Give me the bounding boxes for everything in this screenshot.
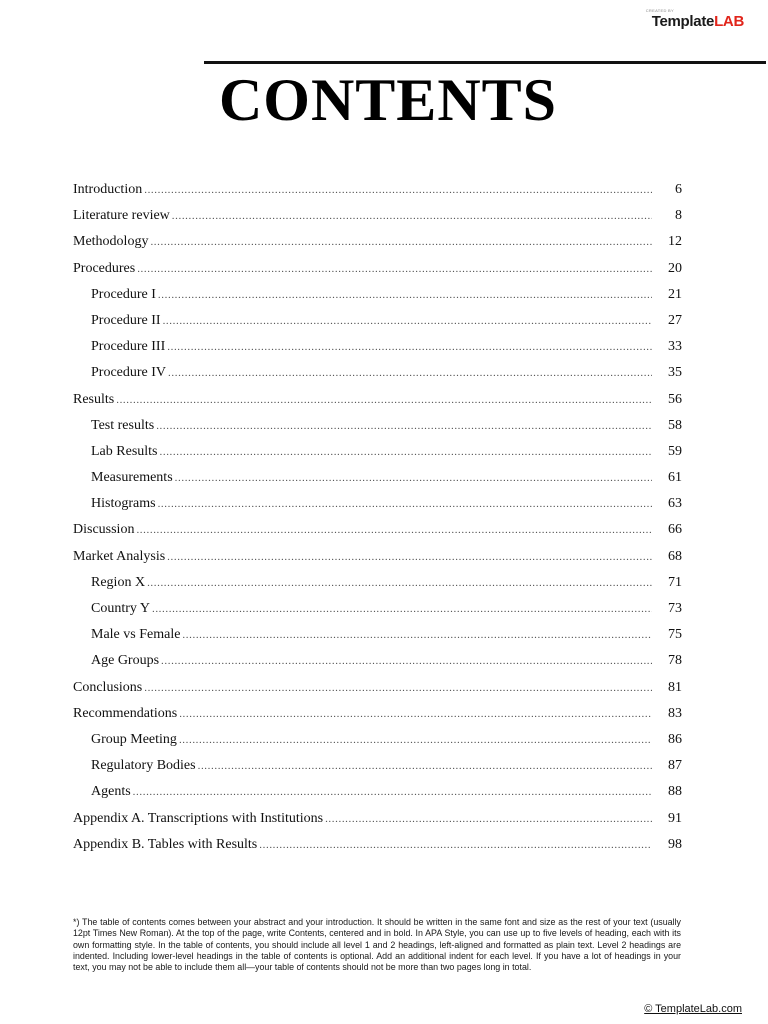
toc-entry-label: Market Analysis (73, 548, 166, 564)
toc-entry[interactable] (73, 549, 682, 575)
title-top-rule (204, 61, 766, 64)
toc-entry[interactable] (73, 287, 682, 313)
toc-dot-leader (116, 394, 652, 406)
toc-entry-label: Procedures (73, 260, 136, 276)
toc-entry-page-number: 59 (668, 443, 682, 459)
toc-entry-label: Appendix B. Tables with Results (73, 836, 258, 852)
toc-entry[interactable] (73, 470, 682, 496)
logo-wordmark (652, 13, 744, 30)
toc-entry[interactable] (73, 208, 682, 234)
toc-entry-page-number: 81 (668, 679, 682, 695)
toc-entry-page-number: 56 (668, 391, 682, 407)
toc-entry-label: Procedure III (91, 339, 166, 355)
toc-dot-leader (167, 341, 652, 353)
toc-entry-label: Agents (91, 784, 131, 800)
toc-entry[interactable] (73, 365, 682, 391)
toc-entry-page-number: 27 (668, 312, 682, 328)
toc-dot-leader (158, 498, 652, 510)
toc-entry-label: Regulatory Bodies (91, 758, 196, 774)
templatelab-logo (646, 9, 744, 30)
toc-entry-page-number: 75 (668, 627, 682, 643)
toc-entry-label: Country Y (91, 601, 150, 616)
toc-dot-leader (158, 289, 652, 301)
logo-name-part2: LAB (714, 13, 744, 30)
toc-entry[interactable] (73, 234, 682, 260)
toc-dot-leader (175, 472, 652, 484)
toc-entry-page-number: 12 (668, 234, 682, 250)
logo-tagline: CREATED BY (645, 8, 674, 13)
footnote: *) The table of contents comes between your abstract and your introduction. It should be written in the same font and size as the rest of your text (usually 12pt Times New Roman). At the top of the page, write Contents, centered and in bold. In APA Style, you can use up to five levels of heading, each with its own formatting style. In the table of contents, you should include all level 1 and 2 headings, left-aligned and formatted as plain text. Level 2 headings are indented. Including lower-level headings in the table of contents is optional. Add an additional indent for each level. If you have a lot of headings in your text, you may not be able to include them all—your table of contents should not be more than two pages long in total. (73, 917, 681, 973)
toc-entry-label: Conclusions (73, 679, 143, 695)
toc-entry-page-number: 98 (668, 836, 682, 852)
toc-entry[interactable] (73, 261, 682, 287)
toc-entry-label: Lab Results (91, 443, 158, 459)
toc-entry-label: Methodology (73, 234, 149, 250)
toc-entry-page-number: 63 (668, 496, 682, 512)
toc-entry[interactable] (73, 392, 682, 418)
toc-entry-label: Discussion (73, 522, 135, 538)
toc-entry-page-number: 61 (668, 470, 682, 486)
copyright-link[interactable]: © TemplateLab.com (644, 1003, 742, 1015)
toc-dot-leader (259, 839, 652, 851)
toc-entry-label: Procedure IV (91, 365, 167, 381)
toc-entry-page-number: 78 (668, 653, 682, 669)
toc-entry-label: Appendix A. Transcriptions with Institutions (73, 810, 324, 826)
toc-entry[interactable] (73, 444, 682, 470)
toc-entry[interactable] (73, 339, 682, 365)
toc-entry-page-number: 66 (668, 522, 682, 538)
toc-entry[interactable] (73, 653, 682, 679)
toc-entry[interactable] (73, 418, 682, 444)
toc-entry-page-number: 83 (668, 705, 682, 721)
toc-dot-leader (179, 708, 652, 720)
table-of-contents (73, 182, 682, 863)
toc-entry-page-number: 68 (668, 548, 682, 564)
toc-entry-page-number: 73 (668, 601, 682, 616)
toc-entry-label: Results (73, 391, 115, 407)
toc-dot-leader (150, 236, 652, 248)
page-title: CONTENTS (218, 67, 558, 133)
toc-dot-leader (325, 813, 652, 825)
toc-entry[interactable] (73, 732, 682, 758)
toc-dot-leader (167, 551, 652, 563)
toc-dot-leader (152, 603, 652, 615)
toc-entry-page-number: 8 (675, 208, 682, 224)
toc-entry[interactable] (73, 680, 682, 706)
toc-entry[interactable] (73, 706, 682, 732)
toc-entry-label: Male vs Female (91, 627, 181, 643)
toc-dot-leader (156, 420, 652, 432)
toc-dot-leader (161, 655, 652, 667)
toc-entry-label: Introduction (73, 182, 143, 197)
logo-name-part1: Template (651, 13, 715, 30)
toc-entry-page-number: 86 (668, 731, 682, 747)
toc-entry-page-number: 71 (668, 574, 682, 590)
toc-entry-page-number: 20 (668, 260, 682, 276)
toc-entry[interactable] (73, 496, 682, 522)
toc-entry-label: Procedure I (91, 286, 156, 302)
toc-dot-leader (182, 629, 652, 641)
toc-dot-leader (144, 184, 652, 196)
toc-entry-label: Group Meeting (91, 731, 177, 747)
toc-dot-leader (179, 734, 652, 746)
toc-entry[interactable] (73, 601, 682, 627)
toc-entry[interactable] (73, 811, 682, 837)
toc-entry-page-number: 6 (675, 182, 682, 197)
toc-entry-page-number: 91 (668, 810, 682, 826)
toc-entry-page-number: 88 (668, 784, 682, 800)
toc-entry-page-number: 33 (668, 339, 682, 355)
toc-entry-label: Test results (91, 417, 155, 433)
toc-dot-leader (136, 524, 652, 536)
toc-dot-leader (147, 577, 652, 589)
toc-dot-leader (198, 760, 652, 772)
toc-entry-label: Age Groups (91, 653, 160, 669)
toc-entry-label: Recommendations (73, 705, 178, 721)
toc-entry-label: Histograms (91, 496, 156, 512)
toc-entry-label: Region X (91, 574, 146, 590)
toc-entry[interactable] (73, 784, 682, 810)
toc-dot-leader (133, 786, 652, 798)
toc-dot-leader (172, 210, 652, 222)
toc-entry[interactable] (73, 522, 682, 548)
toc-dot-leader (168, 367, 652, 379)
toc-entry-page-number: 87 (668, 758, 682, 774)
toc-entry[interactable] (73, 837, 682, 863)
toc-entry-page-number: 21 (668, 286, 682, 302)
toc-dot-leader (144, 682, 652, 694)
toc-entry[interactable] (73, 575, 682, 601)
toc-dot-leader (137, 263, 652, 275)
toc-entry[interactable] (73, 313, 682, 339)
toc-entry-page-number: 58 (668, 417, 682, 433)
toc-entry[interactable] (73, 627, 682, 653)
toc-entry-label: Literature review (73, 208, 170, 224)
toc-dot-leader (160, 446, 653, 458)
toc-entry-label: Measurements (91, 470, 173, 486)
toc-entry[interactable] (73, 182, 682, 208)
toc-entry[interactable] (73, 758, 682, 784)
toc-dot-leader (163, 315, 652, 327)
toc-entry-page-number: 35 (668, 365, 682, 381)
toc-entry-label: Procedure II (91, 312, 161, 328)
